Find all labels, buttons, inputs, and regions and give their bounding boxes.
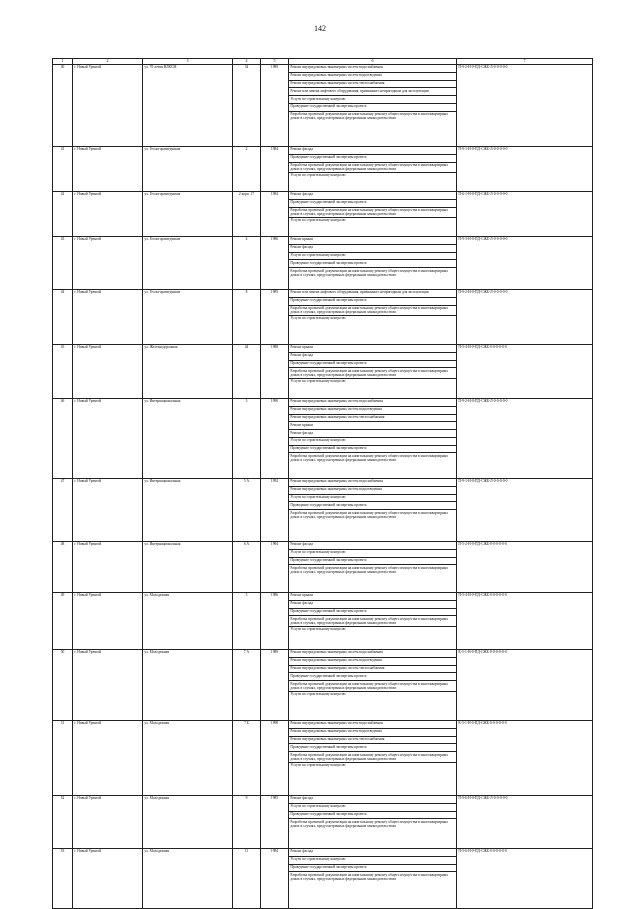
house-cell: 3 [233, 399, 261, 479]
work-item: Ремонт внутридомовых инженерных систем водоснабжения [289, 399, 456, 407]
row-number: 50 [53, 650, 73, 721]
row-number: 52 [53, 796, 73, 849]
work-item: Услуги по строительному контролю [290, 379, 346, 384]
work-item: Разработка проектной документации на капитальному ремонту общего имущества в многоквартирных домах в случаях, предусмотренных федеральным законодательством [289, 306, 456, 316]
work-item: Ремонт фасада [289, 353, 456, 361]
street-cell: ул. Геологоразведчиков [143, 237, 233, 290]
row-number: 43 [53, 237, 73, 290]
work-item: Проведение государственной экспертизы проекта [289, 609, 456, 617]
header-cell: 7 [457, 59, 593, 65]
city-cell: г. Новый Уренгой [73, 721, 143, 796]
works-cell [289, 650, 457, 721]
work-item: Ремонт фасада [289, 542, 456, 550]
work-item: Проведение государственной экспертизы проекта [289, 744, 456, 752]
work-item: Ремонт внутридомовых инженерных систем водоснабжения [289, 479, 456, 487]
year-cell: 1985 [261, 290, 289, 345]
row-number: 46 [53, 399, 73, 479]
work-item: Ремонт внутридомовых инженерных систем теплоснабжения [289, 415, 456, 423]
work-item: Проведение государственной экспертизы проекта [289, 361, 456, 369]
work-item: Ремонт внутридомовых инженерных систем теплоснабжения [289, 666, 456, 674]
work-item: Услуги по строительному контролю [289, 495, 456, 503]
house-cell: 7 Б [233, 721, 261, 796]
work-item: Проведение государственной экспертизы проекта [289, 298, 456, 306]
work-item: Ремонт внутридомовых инженерных систем водоснабжения [289, 65, 456, 73]
house-cell: 2 [233, 147, 261, 192]
table-row [53, 399, 593, 479]
row-number: 42 [53, 192, 73, 237]
works-cell [289, 345, 457, 399]
street-cell: ул. 70-летия ВЛКСМ [143, 65, 233, 147]
work-item: Проведение государственной экспертизы проекта [289, 446, 456, 454]
header-cell: 1 [53, 59, 73, 65]
city-cell: г. Новый Уренгой [73, 542, 143, 593]
city-cell: г. Новый Уренгой [73, 593, 143, 650]
work-item: Ремонт или замена лифтового оборудования, признанного непригодным для эксплуатации [289, 88, 456, 96]
code-cell: П-5-4-Н-0-ПД-СЖБ-0-0-0-0-0-0 [457, 593, 593, 650]
work-item: Ремонт внутридомовых инженерных систем теплоснабжения [289, 81, 456, 89]
code-cell: П-9-6-Н-0-ПД-СЖБ-Л-0-0-0-0-0 [457, 796, 593, 849]
work-item: Проведение государственной экспертизы проекта [289, 812, 456, 820]
row-number: 48 [53, 542, 73, 593]
work-item: Разработка проектной документации на капитальному ремонту общего имущества в многоквартирных домах в случаях, предусмотренных федеральным законодательством [290, 453, 448, 463]
table-row [53, 721, 593, 796]
page-number: 142 [314, 24, 326, 33]
works-cell [289, 796, 457, 849]
row-number: 49 [53, 593, 73, 650]
work-item: Разработка проектной документации на капитальному ремонту общего имущества в многоквартирных домах в случаях, предусмотренных федеральным законодательством [290, 819, 448, 829]
table-row [53, 147, 593, 192]
house-cell: 4 [233, 237, 261, 290]
street-cell: ул. Интернациональная [143, 399, 233, 479]
table-row [53, 65, 593, 147]
work-item: Ремонт фасада [289, 601, 456, 609]
work-item: Разработка проектной документации на капитальному ремонту общего имущества в многоквартирных домах в случаях, предусмотренных федеральным законодательством [289, 616, 456, 626]
year-cell: 1989 [261, 65, 289, 147]
work-item: Ремонт крыши [289, 593, 456, 601]
code-cell: П-9-1-Н-0-ПД-СЖБ-Л-0-0-0-0-0 [457, 479, 593, 542]
works-cell [289, 237, 457, 290]
works-cell [289, 399, 457, 479]
work-item: Проведение государственной экспертизы проекта [289, 865, 456, 873]
street-cell: ул. Молодежная [143, 650, 233, 721]
works-cell [289, 542, 457, 593]
works-cell [289, 721, 457, 796]
works-cell [289, 290, 457, 345]
row-number: 44 [53, 290, 73, 345]
work-item: Услуги по строительному контролю [290, 691, 346, 696]
work-item: Ремонт крыши [289, 237, 456, 245]
house-cell: 11 [233, 849, 261, 909]
house-cell: 5 [233, 593, 261, 650]
header-cell: 5 [261, 59, 289, 65]
table-row [53, 796, 593, 849]
city-cell: г. Новый Уренгой [73, 192, 143, 237]
work-item: Услуги по строительному контролю [289, 550, 456, 558]
house-cell: 8 [233, 290, 261, 345]
code-cell: П-6-1-Н-0-ПД-СЖБ-Л-0-0-0-0-0 [457, 192, 593, 237]
year-cell: 1984 [261, 147, 289, 192]
work-item: Ремонт внутридомовых инженерных систем водоотведения [289, 729, 456, 737]
code-cell: П-9-3-Н-0-ПД-СЖБ-Л-0-0-0-0-0 [457, 237, 593, 290]
house-cell: 9 [233, 796, 261, 849]
work-item: Услуги по строительному контролю [289, 857, 456, 865]
street-cell: ул. Железнодорожная [143, 345, 233, 399]
code-cell: П-5-4-Н-0-ПД-СЖБ-0-0-0-0-0-0 [457, 345, 593, 399]
work-item: Услуги по строительному контролю [290, 762, 346, 767]
work-item: Услуги по строительному контролю [289, 438, 456, 446]
work-item: Разработка проектной документации на капитальному ремонту общего имущества в многоквартирных домах в случаях, предусмотренных федеральным законодательством [289, 368, 456, 378]
year-cell: 1994 [261, 542, 289, 593]
work-item: Услуги по строительному контролю [289, 804, 456, 812]
code-cell: К-5-1-Н-0-ПД-СЖБ-0-0-0-0-0-0 [457, 721, 593, 796]
work-item: Разработка проектной документации на капитальному ремонту общего имущества в многоквартирных домах в случаях, предусмотренных федеральным законодательством [290, 112, 448, 121]
city-cell: г. Новый Уренгой [73, 345, 143, 399]
table-row [53, 237, 593, 290]
header-cell: 2 [73, 59, 143, 65]
work-item: Услуги по строительному контролю [289, 253, 456, 261]
code-cell: П-9-1-Н-0-ПД-СЖБ-Л-0-0-0-0-0 [457, 147, 593, 192]
year-cell: 1984 [261, 192, 289, 237]
city-cell: г. Новый Уренгой [73, 290, 143, 345]
code-cell: П-9-2-Н-0-ПД-СЖБ-Л-0-0-0-0-0 [457, 65, 593, 147]
works-cell [289, 593, 457, 650]
row-number: 45 [53, 345, 73, 399]
works-cell [289, 65, 457, 147]
work-item: Ремонт фасада [289, 147, 456, 155]
work-item: Ремонт внутридомовых инженерных систем водоотведения [289, 73, 456, 81]
work-item: Ремонт внутридомовых инженерных систем теплоснабжения [289, 737, 456, 745]
work-item: Разработка проектной документации на капитальному ремонту общего имущества в многоквартирных домах в случаях, предусмотренных федеральным законодательством [289, 752, 456, 762]
work-item: Ремонт фасада [289, 796, 456, 804]
city-cell: г. Новый Уренгой [73, 796, 143, 849]
work-item: Проведение государственной экспертизы проекта [289, 104, 456, 112]
work-item: Ремонт внутридомовых инженерных систем водоснабжения [289, 721, 456, 729]
city-cell: г. Новый Уренгой [73, 399, 143, 479]
code-cell: П-5-2-Н-0-ПД-СЖБ-0-0-0-0-0-0 [457, 542, 593, 593]
work-item: Проведение государственной экспертизы проекта [289, 155, 456, 163]
street-cell: ул. Молодежная [143, 593, 233, 650]
year-cell: 1985 [261, 796, 289, 849]
table-row [53, 849, 593, 909]
work-item: Разработка проектной документации на капитальному ремонту общего имущества в многоквартирных домах в случаях, предусмотренных федеральным законодательством [290, 510, 448, 519]
row-number: 47 [53, 479, 73, 542]
work-item: Услуги по строительному контролю [290, 316, 346, 321]
year-cell: 1992 [261, 479, 289, 542]
row-number: 41 [53, 147, 73, 192]
work-item: Ремонт крыши [289, 422, 456, 430]
street-cell: ул. Геологоразведчиков [143, 192, 233, 237]
house-cell: 44 [233, 345, 261, 399]
city-cell: г. Новый Уренгой [73, 147, 143, 192]
work-item: Ремонт фасада [289, 849, 456, 857]
work-item: Ремонт внутридомовых инженерных систем водоотведения [289, 658, 456, 666]
work-item: Проведение государственной экспертизы проекта [289, 260, 456, 268]
table-row [53, 192, 593, 237]
work-item: Ремонт внутридомовых инженерных систем водоотведения [289, 487, 456, 495]
header-cell: 4 [233, 59, 261, 65]
city-cell: г. Новый Уренгой [73, 479, 143, 542]
year-cell: 1986 [261, 237, 289, 290]
header-cell: 6 [289, 59, 457, 65]
table-row [53, 542, 593, 593]
works-cell [289, 192, 457, 237]
work-item: Ремонт фасада [289, 245, 456, 253]
works-cell [289, 849, 457, 909]
work-item: Разработка проектной документации на капитальному ремонту общего имущества в многоквартирных домах в случаях, предусмотренных федеральным законодательством [289, 681, 456, 691]
house-cell: 7 А [233, 650, 261, 721]
year-cell: 1998 [261, 721, 289, 796]
repair-program-table [52, 58, 593, 909]
house-cell: 5 А [233, 479, 261, 542]
row-number: 40 [53, 65, 73, 147]
work-item: Проведение государственной экспертизы проекта [289, 200, 456, 208]
table-row [53, 479, 593, 542]
row-number: 53 [53, 849, 73, 909]
work-item: Проведение государственной экспертизы проекта [289, 502, 456, 510]
work-item: Проведение государственной экспертизы проекта [289, 558, 456, 566]
house-cell: 34 [233, 65, 261, 147]
city-cell: г. Новый Уренгой [73, 849, 143, 909]
street-cell: ул. Интернациональная [143, 479, 233, 542]
table-row [53, 345, 593, 399]
work-item: Ремонт внутридомовых инженерных систем водоотведения [289, 407, 456, 415]
work-item: Услуги по строительному контролю [290, 173, 346, 178]
house-cell: 2 корп. 17 [233, 192, 261, 237]
street-cell: ул. Интернациональная [143, 542, 233, 593]
code-cell: П-9-2-Н-0-ПД-СЖБ-Л-0-0-0-0-0 [457, 399, 593, 479]
code-cell: П-9-2-Н-0-ПД-СЖБ-Л-0-0-0-0-0 [457, 290, 593, 345]
street-cell: ул. Молодежная [143, 796, 233, 849]
work-item: Ремонт фасада [289, 192, 456, 200]
street-cell: ул. Геологоразведчиков [143, 147, 233, 192]
work-item: Услуги по строительному контролю [289, 96, 456, 104]
works-cell [289, 479, 457, 542]
city-cell: г. Новый Уренгой [73, 650, 143, 721]
year-cell: 1984 [261, 849, 289, 909]
work-item: Разработка проектной документации на капитальному ремонту общего имущества в многоквартирных домах в случаях, предусмотренных федеральным законодательством [289, 163, 456, 173]
work-item: Разработка проектной документации на капитальному ремонту общего имущества в многоквартирных домах в случаях, предусмотренных федеральным законодательством [290, 268, 448, 277]
works-cell [289, 147, 457, 192]
code-cell: П-5-6-Н-0-ПД-СЖБ-0-0-0-0-0-0 [457, 849, 593, 909]
work-item: Разработка проектной документации на капитальному ремонту общего имущества в многоквартирных домах в случаях, предусмотренных федеральным законодательством [290, 872, 448, 882]
work-item: Услуги по строительному контролю [290, 627, 346, 632]
city-cell: г. Новый Уренгой [73, 237, 143, 290]
work-item: Разработка проектной документации на капитальному ремонту общего имущества в многоквартирных домах в случаях, предусмотренных федеральным законодательством [289, 208, 456, 218]
city-cell: г. Новый Уренгой [73, 65, 143, 147]
house-cell: 6 А [233, 542, 261, 593]
year-cell: 1990 [261, 399, 289, 479]
street-cell: ул. Молодежная [143, 721, 233, 796]
table-row [53, 650, 593, 721]
work-item: Ремонт внутридомовых инженерных систем водоснабжения [289, 650, 456, 658]
work-item: Ремонт крыши [289, 345, 456, 353]
work-item: Проведение государственной экспертизы проекта [289, 673, 456, 681]
work-item: Услуги по строительному контролю [290, 218, 346, 223]
header-cell: 3 [143, 59, 233, 65]
year-cell: 1988 [261, 345, 289, 399]
street-cell: ул. Молодежная [143, 849, 233, 909]
code-cell: К-5-1-Н-0-ПД-СЖБ-0-0-0-0-0-0 [457, 650, 593, 721]
year-cell: 1989 [261, 650, 289, 721]
table-row [53, 593, 593, 650]
year-cell: 1986 [261, 593, 289, 650]
work-item: Ремонт или замена лифтового оборудования, признанного непригодным для эксплуатации [289, 290, 456, 298]
work-item: Разработка проектной документации на капитальному ремонту общего имущества в многоквартирных домах в случаях, предусмотренных федеральным законодательством [290, 565, 448, 575]
table-row [53, 290, 593, 345]
street-cell: ул. Геологоразведчиков [143, 290, 233, 345]
row-number: 51 [53, 721, 73, 796]
work-item: Ремонт фасада [289, 430, 456, 438]
